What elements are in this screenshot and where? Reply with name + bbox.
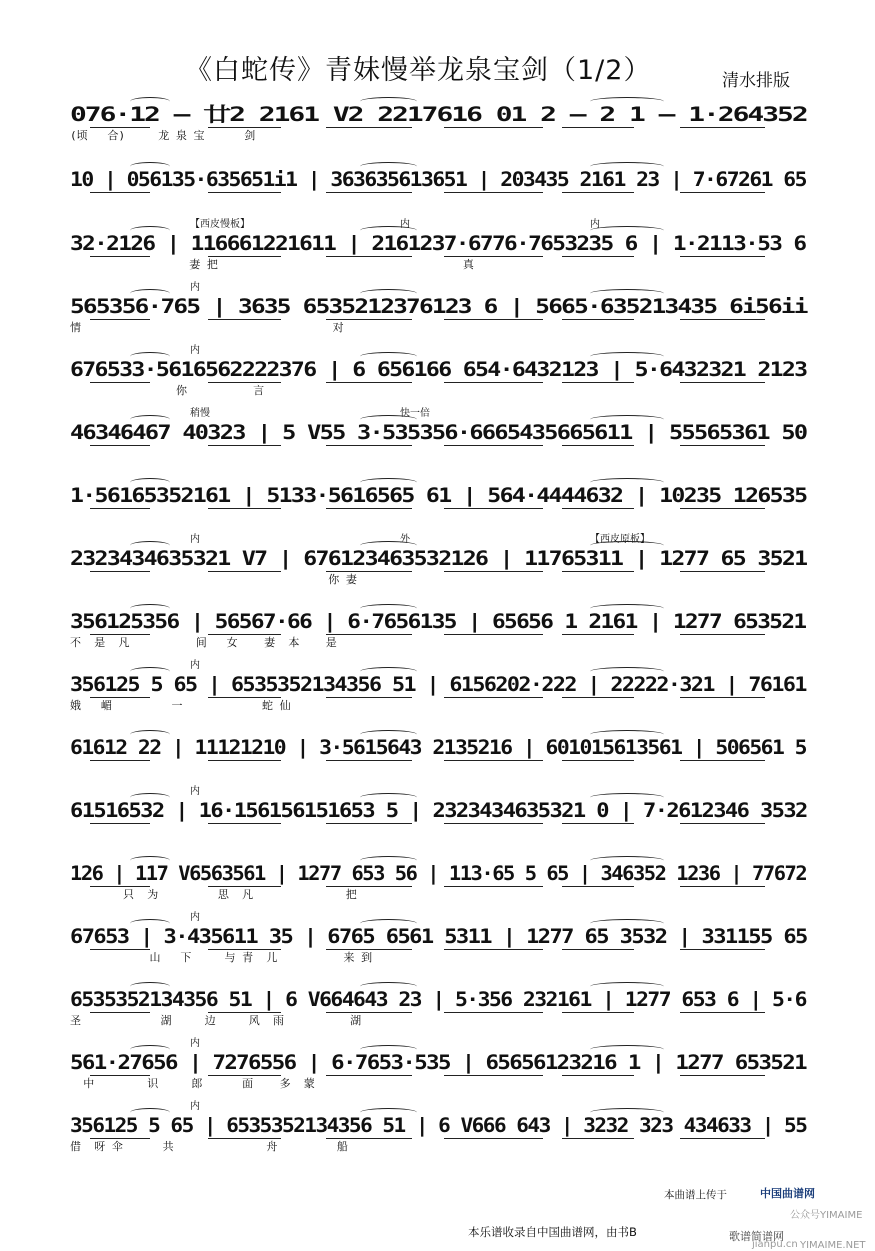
site-name[interactable]: 歌谱简谱网 [729,1230,784,1243]
beam-line [444,949,543,950]
beam-line [444,508,543,509]
score-mark: 【西皮原板】 [590,534,650,545]
beam-line [90,886,150,887]
beam-line [562,508,634,509]
slur [590,604,664,613]
lyric-line: 中 识 郎 面 多 蒙 [70,1077,315,1090]
watermark-1: 公众号YIMAIME [790,1210,863,1221]
slur [590,289,664,298]
slur [130,793,170,802]
beam-line [326,256,412,257]
beam-line [208,319,281,320]
beam-line [208,634,281,635]
slur [130,1045,170,1054]
score-line [70,786,807,841]
beam-line [444,886,543,887]
notation-line: 126 | 117 V6563561 | 1277 653 56 | 113·65 5 65 | 346352 1236 | 77672 [70,862,807,885]
score-line [70,168,806,210]
beam-line [90,949,150,950]
score-mark: 内 [190,786,200,797]
slur [130,97,170,106]
notation-line: 32·2126 | 116661221611 | 2161237·6776·7653235 6 | 1·2113·53 6 [70,232,806,255]
lyric-line: 山 下 与 青 儿 来 到 [70,951,373,964]
slur [360,289,417,298]
slur [360,793,417,802]
score-mark: 内 [190,912,200,923]
score-mark: 内 [190,345,200,356]
beam-line [680,697,765,698]
slur [590,856,664,865]
beam-line [90,192,150,193]
beam-line [90,1138,150,1139]
beam-line [326,886,412,887]
score-line [70,862,806,904]
beam-line [680,634,765,635]
notation-line: 676533·5616562222376 | 6 656166 654·6432123 | 5·6432321 2123 [70,358,807,381]
lyric-line: 借 呀 伞 共 舟 船 [70,1140,348,1153]
beam-line [90,382,150,383]
slur [360,415,417,424]
beam-line [562,382,634,383]
notation-line: 356125 5 65 | 6535352134356 51 | 6 V666 643 | 3232 323 434633 | 55 [70,1114,807,1137]
beam-line [680,508,765,509]
slur [590,97,664,106]
slur [130,162,170,171]
beam-line [90,1075,150,1076]
beam-line [326,319,412,320]
beam-line [326,823,412,824]
lyric-line: 妻 把 真 [70,258,474,271]
watermark-2: jianpu.cn [752,1239,798,1250]
score-mark: 外 [400,534,410,545]
page-title: 《白蛇传》青妹慢举龙泉宝剑（1/2） [185,55,652,86]
slur [360,478,417,487]
slur [360,982,417,991]
slur [590,162,664,171]
beam-line [326,571,412,572]
beam-line [562,127,634,128]
score-line [70,660,806,715]
score-line [70,408,807,463]
score-mark: 【西皮慢板】 [190,219,250,230]
beam-line [444,760,543,761]
arranger-note: 清水排版 [722,71,790,91]
slur [130,730,170,739]
slur [360,604,417,613]
beam-line [680,1012,765,1013]
beam-line [326,127,412,128]
beam-line [680,319,765,320]
beam-line [208,1138,281,1139]
beam-line [680,949,765,950]
slur [360,226,417,235]
beam-line [326,949,412,950]
beam-line [326,382,412,383]
beam-line [680,382,765,383]
beam-line [562,256,634,257]
beam-line [90,508,150,509]
beam-line [90,319,150,320]
site-logo[interactable]: 中国曲谱网 [760,1187,815,1200]
beam-line [208,949,281,950]
slur [590,730,664,739]
beam-line [208,256,281,257]
notation-line: 561·27656 | 7276556 | 6·7653·535 | 65656123216 1 | 1277 653521 [70,1051,806,1074]
beam-line [90,127,150,128]
slur [360,919,417,928]
beam-line [326,760,412,761]
beam-line [444,445,543,446]
slur [360,352,417,361]
notation-line: 61516532 | 16·156156151653 5 | 2323434635321 0 | 7·2612346 3532 [70,799,807,822]
beam-line [90,823,150,824]
notation-line: 10 | 056135·635651i1 | 363635613651 | 203435 2161 23 | 7·67261 65 [70,168,806,191]
lyric-line: 情 对 [70,321,344,334]
lyric-line: 你 言 [70,384,265,397]
score-line [70,736,806,778]
slur [590,919,664,928]
score-line [70,988,806,1030]
score-mark: 内 [590,219,600,230]
score-mark: 内 [190,660,200,671]
lyric-line: 娥 嵋 一 蛇 仙 [70,699,291,712]
slur [590,982,664,991]
lyric-line: 你 妻 [70,573,357,586]
notation-line: 67653 | 3·435611 35 | 6765 6561 5311 | 1277 65 3532 | 331155 65 [70,925,807,948]
beam-line [208,508,281,509]
slur [130,415,170,424]
beam-line [680,760,765,761]
slur [590,1045,664,1054]
beam-line [90,760,150,761]
slur [360,162,417,171]
beam-line [444,1138,543,1139]
lyric-line: 只 为 思 凡 把 [70,888,357,901]
beam-line [444,571,543,572]
beam-line [562,949,634,950]
beam-line [90,256,150,257]
beam-line [444,382,543,383]
slur [130,352,170,361]
beam-line [90,697,150,698]
slur [130,919,170,928]
score-line [70,912,807,967]
slur [130,478,170,487]
beam-line [326,508,412,509]
score-mark: 内 [190,282,200,293]
slur [590,667,664,676]
watermark-3: YIMAIME.NET [800,1240,866,1251]
slur [130,667,170,676]
notation-line: 565356·765 | 3635 6535212376123 6 | 5665·635213435 6i56ii [70,295,807,318]
slur [590,1108,664,1117]
score-mark: 稍慢 [190,408,210,419]
score-mark: 内 [190,534,200,545]
beam-line [326,1138,412,1139]
beam-line [680,256,765,257]
beam-line [208,886,281,887]
notation-line: 356125356 | 56567·66 | 6·7656135 | 65656 1 2161 | 1277 653521 [70,610,806,633]
beam-line [680,1075,765,1076]
beam-line [444,256,543,257]
slur [360,541,417,550]
slur [130,289,170,298]
beam-line [444,127,543,128]
beam-line [444,823,543,824]
score-mark: 内 [190,1101,200,1112]
beam-line [562,319,634,320]
slur [130,226,170,235]
slur [360,856,417,865]
score-mark: 内 [190,1038,200,1049]
beam-line [680,823,765,824]
score-line [70,1038,806,1093]
beam-line [326,1012,412,1013]
beam-line [90,445,150,446]
slur [590,541,664,550]
upload-note: 本曲谱上传于 [664,1189,727,1201]
slur [130,604,170,613]
notation-line: 6535352134356 51 | 6 V664643 23 | 5·356 232161 | 1277 653 6 | 5·6 [70,988,806,1011]
beam-line [562,571,634,572]
slur [590,478,664,487]
slur [590,793,664,802]
beam-line [326,445,412,446]
beam-line [680,571,765,572]
lyric-line: (顷 合) 龙 泉 宝 剑 [70,129,256,142]
beam-line [562,445,634,446]
notation-line: 076·12 – 廿2 2161 V2 2217616 01 2 – 2 1 – 1·264352 [70,103,807,126]
beam-line [208,571,281,572]
beam-line [562,760,634,761]
collection-note: 本乐谱收录自中国曲谱网，由书B [468,1225,637,1239]
beam-line [208,760,281,761]
beam-line [90,1012,150,1013]
beam-line [208,127,281,128]
beam-line [326,634,412,635]
beam-line [208,445,281,446]
score-line [70,282,807,337]
beam-line [680,1138,765,1139]
slur [360,1108,417,1117]
score-mark: 快一倍 [400,408,430,419]
beam-line [680,127,765,128]
beam-line [562,1012,634,1013]
slur [590,415,664,424]
score-line [70,219,806,274]
slur [130,541,170,550]
beam-line [562,634,634,635]
slur [360,667,417,676]
notation-line: 1·56165352161 | 5133·5616565 61 | 564·4444632 | 10235 126535 [70,484,807,507]
beam-line [680,192,765,193]
beam-line [444,634,543,635]
beam-line [444,697,543,698]
beam-line [444,319,543,320]
beam-line [680,445,765,446]
beam-line [326,1075,412,1076]
beam-line [444,1012,543,1013]
beam-line [680,886,765,887]
slur [130,856,170,865]
score-mark: 内 [400,219,410,230]
slur [130,982,170,991]
slur [590,226,664,235]
beam-line [444,192,543,193]
beam-line [562,192,634,193]
beam-line [562,886,634,887]
beam-line [562,1138,634,1139]
score-line [70,1101,807,1156]
beam-line [444,1075,543,1076]
notation-line: 46346467 40323 | 5 V55 3·535356·6665435665611 | 55565361 50 [70,421,807,444]
beam-line [208,1075,281,1076]
beam-line [90,634,150,635]
slur [130,1108,170,1117]
score-line [70,345,807,400]
beam-line [90,571,150,572]
score-line [70,534,807,589]
beam-line [326,697,412,698]
beam-line [562,697,634,698]
score-line [70,103,806,145]
beam-line [208,382,281,383]
slur [360,1045,417,1054]
beam-line [562,1075,634,1076]
lyric-line: 圣 湖 边 风 雨 湖 [70,1014,362,1027]
slur [590,352,664,361]
notation-line: 61612 22 | 11121210 | 3·5615643 2135216 | 601015613561 | 506561 5 [70,736,806,759]
score-line [70,484,806,526]
beam-line [208,1012,281,1013]
beam-line [208,192,281,193]
slur [360,97,417,106]
slur [360,730,417,739]
score-line [70,610,806,652]
lyric-line: 不 是 凡 间 女 妻 本 是 [70,636,337,649]
notation-line: 2323434635321 V7 | 676123463532126 | 11765311 | 1277 65 3521 [70,547,807,570]
beam-line [208,823,281,824]
beam-line [208,697,281,698]
beam-line [562,823,634,824]
beam-line [326,192,412,193]
notation-line: 356125 5 65 | 6535352134356 51 | 6156202·222 | 22222·321 | 76161 [70,673,806,696]
